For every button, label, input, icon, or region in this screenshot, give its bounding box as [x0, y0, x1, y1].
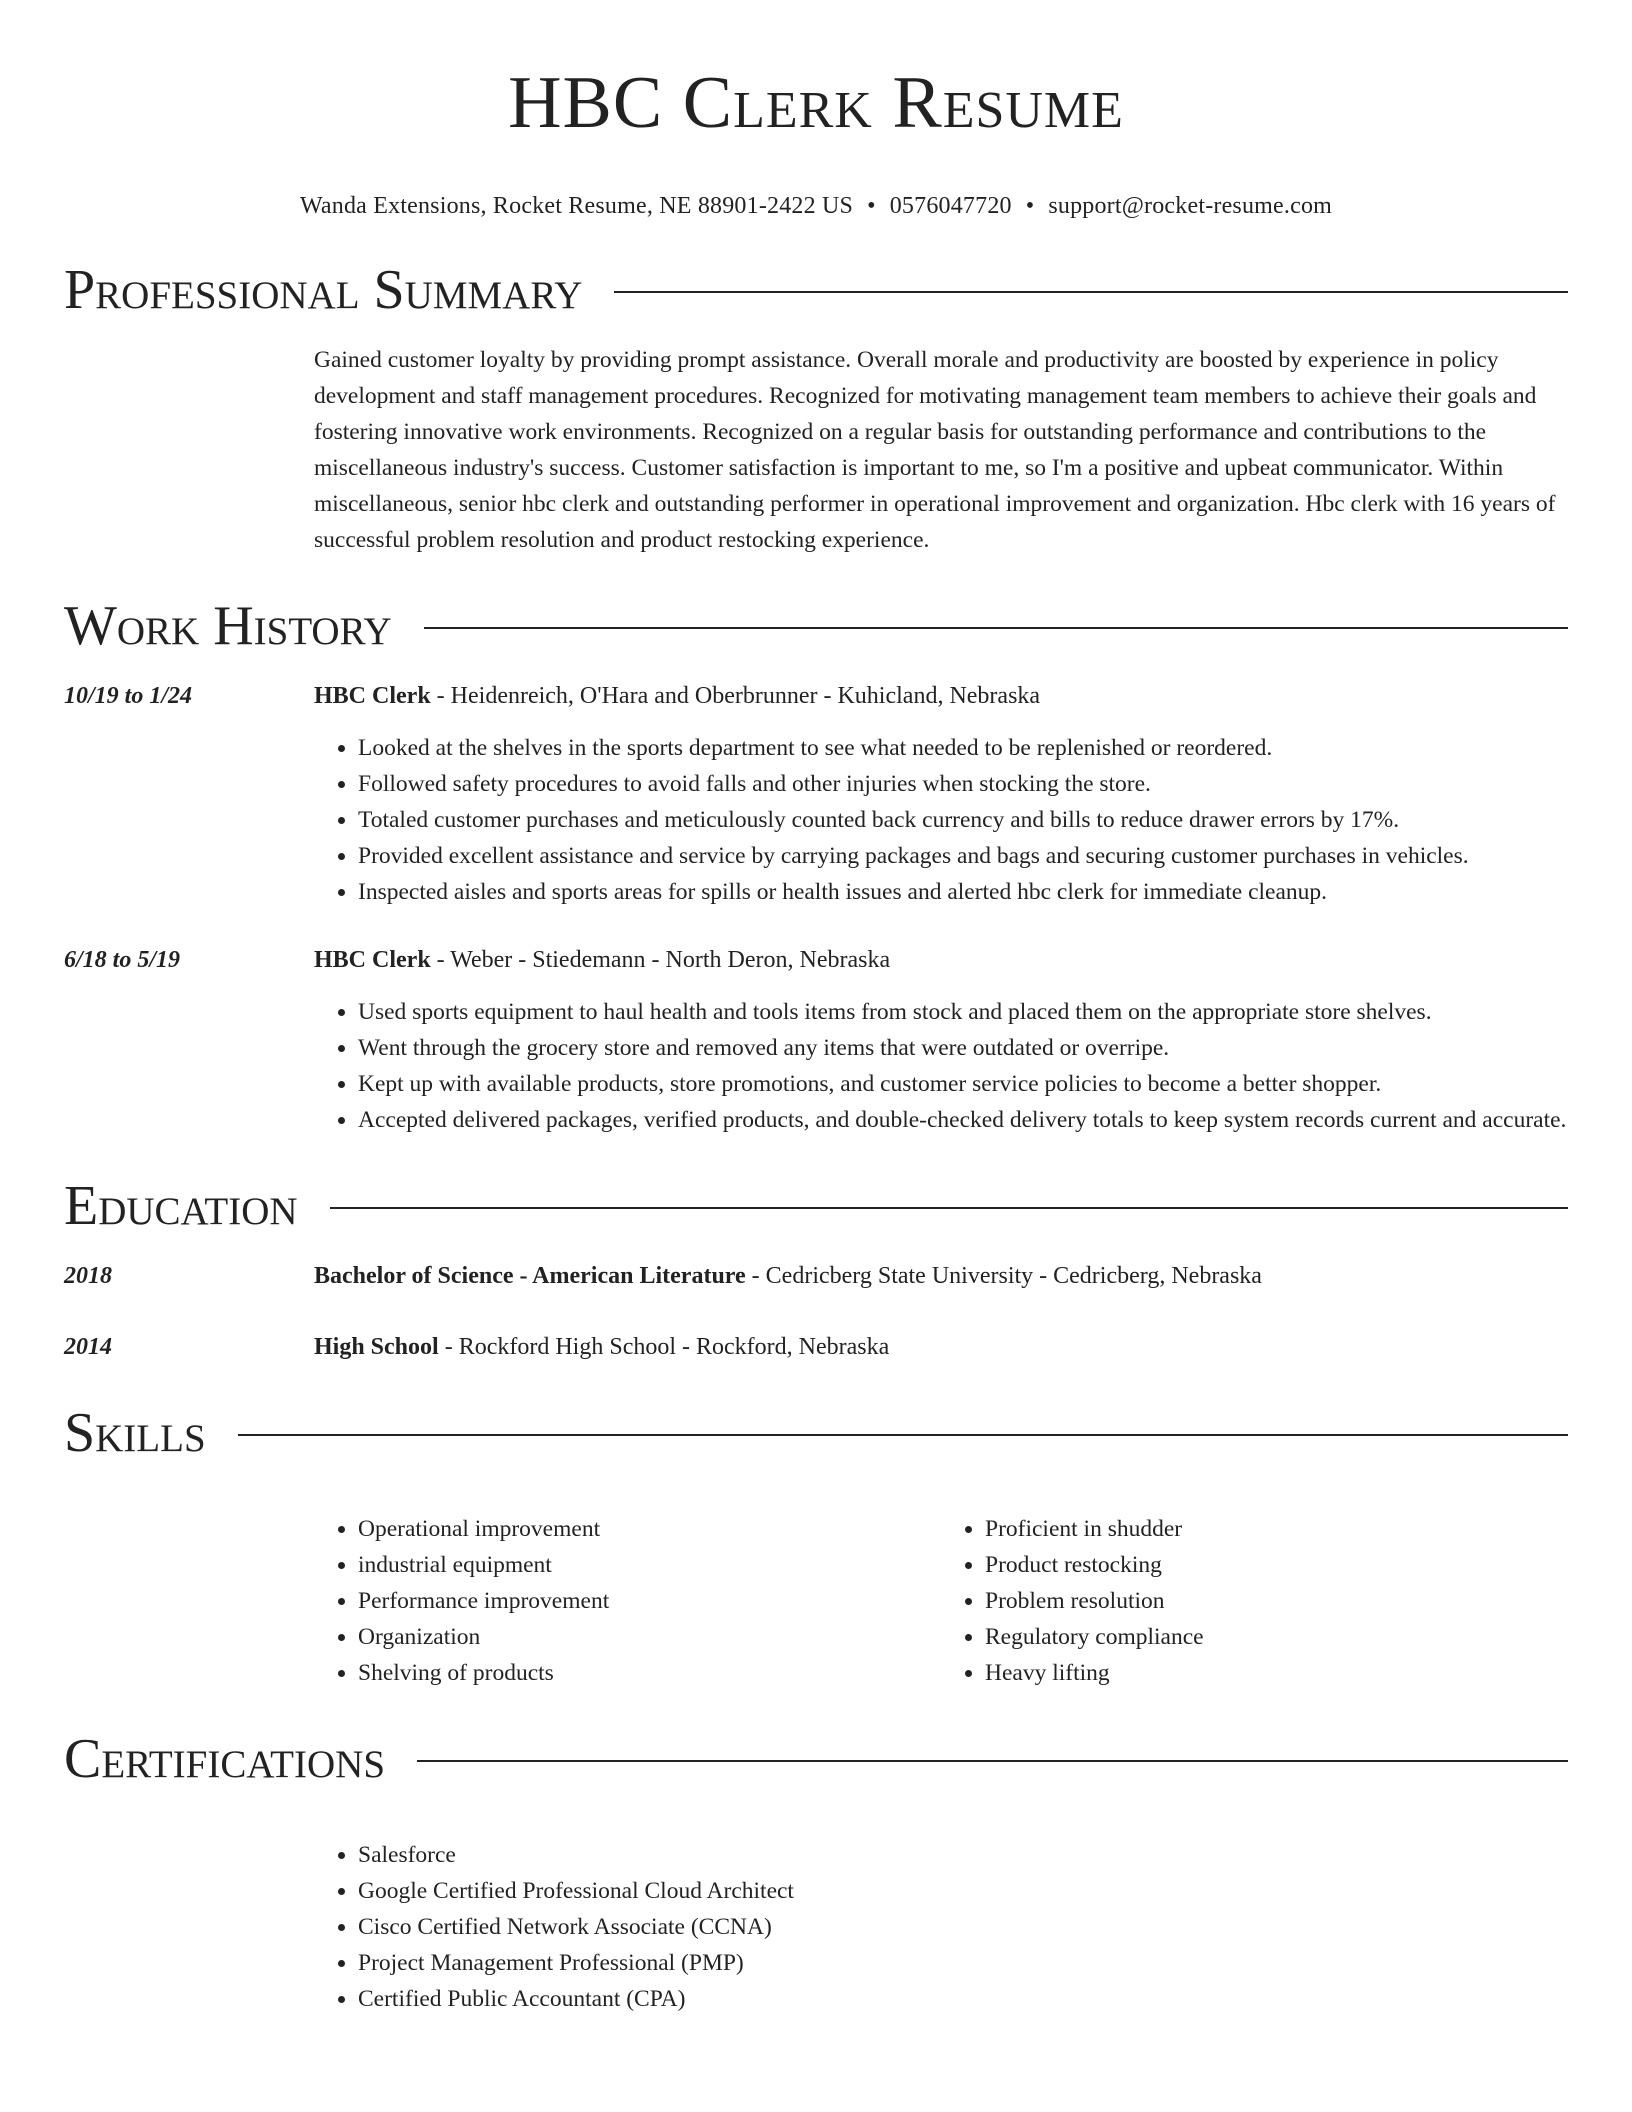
- job-bullets: [314, 730, 1568, 910]
- summary-heading: Professional Summary: [64, 259, 583, 321]
- skill-item: • Organization: [358, 1619, 941, 1655]
- job-bullet: • Provided excellent assistance and service by carrying packages and bags and securing customer purchases in vehicles.: [358, 838, 1568, 874]
- summary-text: Gained customer loyalty by providing prompt assistance. Overall morale and productivity are boosted by experience in policy development and staff management procedures. Recognized for motivating management team members to achieve their goals and fostering innovative work environments. Recognized on a regular basis for outstanding performance and contributions to the miscellaneous industry's success. Customer satisfaction is important to me, so I'm a positive and upbeat communicator. Within miscellaneous, senior hbc clerk and outstanding performer in operational improvement and organization. Hbc clerk with 16 years of successful problem resolution and product restocking experience.: [314, 347, 1556, 553]
- job-info: [314, 942, 1568, 978]
- section-divider: [330, 1207, 1568, 1209]
- skill-item: • Heavy lifting: [985, 1655, 1568, 1691]
- job-dates: 6/18 to 5/19: [64, 947, 181, 973]
- section-divider: [238, 1434, 1568, 1436]
- section-divider: [424, 627, 1568, 629]
- education-info: [314, 1258, 1568, 1294]
- certification-item: • Google Certified Professional Cloud Architect: [358, 1873, 1568, 1909]
- skill-item: • Product restocking: [985, 1547, 1568, 1583]
- job-entry: [64, 678, 1568, 910]
- skill-item: • industrial equipment: [358, 1547, 941, 1583]
- job-bullet: • Looked at the shelves in the sports department to see what needed to be replenished or reordered.: [358, 730, 1568, 766]
- job-dates: 10/19 to 1/24: [64, 683, 193, 709]
- education-section-header: [64, 1174, 1568, 1238]
- certification-item: • Project Management Professional (PMP): [358, 1945, 1568, 1981]
- job-bullet: • Totaled customer purchases and meticulously counted back currency and bills to reduce drawer errors by 17%.: [358, 802, 1568, 838]
- contact-email: support@rocket-resume.com: [1048, 193, 1333, 219]
- skill-item: • Proficient in shudder: [985, 1511, 1568, 1547]
- education-info: [314, 1329, 1568, 1365]
- skill-item: • Regulatory compliance: [985, 1619, 1568, 1655]
- job-employer: - Heidenreich, O'Hara and Oberbrunner - Kuhicland, Nebraska: [430, 683, 1041, 709]
- skill-item: • Shelving of products: [358, 1655, 941, 1691]
- section-divider: [417, 1760, 1568, 1762]
- education-entry: [64, 1329, 1568, 1365]
- job-bullet: • Used sports equipment to haul health and tools items from stock and placed them on the appropriate store shelves.: [358, 994, 1568, 1030]
- resume-title: HBC Clerk Resume: [508, 62, 1124, 144]
- job-header: [64, 678, 1568, 714]
- job-title: HBC Clerk: [314, 683, 431, 709]
- work-history-section-header: [64, 594, 1568, 658]
- contact-separator: •: [1025, 193, 1035, 219]
- skills-list: [314, 1511, 1568, 1691]
- contact-separator: •: [867, 193, 876, 219]
- job-header: [64, 942, 1568, 978]
- summary-section-header: [64, 258, 1568, 322]
- education-year: 2018: [64, 1263, 112, 1289]
- job-bullet: • Inspected aisles and sports areas for spills or health issues and alerted hbc clerk for immediate cleanup.: [358, 874, 1568, 910]
- job-employer: - Weber - Stiedemann - North Deron, Nebraska: [430, 947, 891, 973]
- education-heading: Education: [64, 1175, 298, 1237]
- skills-column-right: [941, 1511, 1568, 1691]
- skills-section-header: [64, 1401, 1568, 1465]
- certifications-section-header: [64, 1727, 1568, 1791]
- certification-item: • Certified Public Accountant (CPA): [358, 1981, 1568, 2017]
- job-bullet: • Went through the grocery store and removed any items that were outdated or overripe.: [358, 1030, 1568, 1066]
- skill-item: • Performance improvement: [358, 1583, 941, 1619]
- skills-heading: Skills: [64, 1402, 206, 1464]
- education-school: - Rockford High School - Rockford, Nebraska: [438, 1334, 890, 1360]
- skill-item: • Operational improvement: [358, 1511, 941, 1547]
- contact-address: Wanda Extensions, Rocket Resume, NE 88901-2422 US: [299, 193, 854, 219]
- education-degree: Bachelor of Science - American Literature: [314, 1263, 746, 1289]
- work-history-heading: Work History: [64, 595, 392, 657]
- job-bullet: • Followed safety procedures to avoid falls and other injuries when stocking the store.: [358, 766, 1568, 802]
- contact-phone: 0576047720: [889, 193, 1012, 219]
- job-bullet: • Kept up with available products, store promotions, and customer service policies to become a better shopper.: [358, 1066, 1568, 1102]
- certification-item: • Salesforce: [358, 1837, 1568, 1873]
- job-info: [314, 678, 1568, 714]
- certification-item: • Cisco Certified Network Associate (CCNA): [358, 1909, 1568, 1945]
- section-divider: [614, 291, 1568, 293]
- education-school: - Cedricberg State University - Cedricberg, Nebraska: [745, 1263, 1262, 1289]
- certifications-heading: Certifications: [64, 1728, 386, 1790]
- job-entry: [64, 942, 1568, 1138]
- education-entry: [64, 1258, 1568, 1294]
- contact-line: [64, 190, 1568, 222]
- job-bullet: • Accepted delivered packages, verified products, and double-checked delivery totals to keep system records current and accurate.: [358, 1102, 1568, 1138]
- skill-item: • Problem resolution: [985, 1583, 1568, 1619]
- education-degree: High School: [314, 1334, 439, 1360]
- job-bullets: [314, 994, 1568, 1138]
- skills-column-left: [314, 1511, 941, 1691]
- education-year: 2014: [64, 1334, 112, 1360]
- certifications-list: [314, 1837, 1568, 2017]
- job-title: HBC Clerk: [314, 947, 431, 973]
